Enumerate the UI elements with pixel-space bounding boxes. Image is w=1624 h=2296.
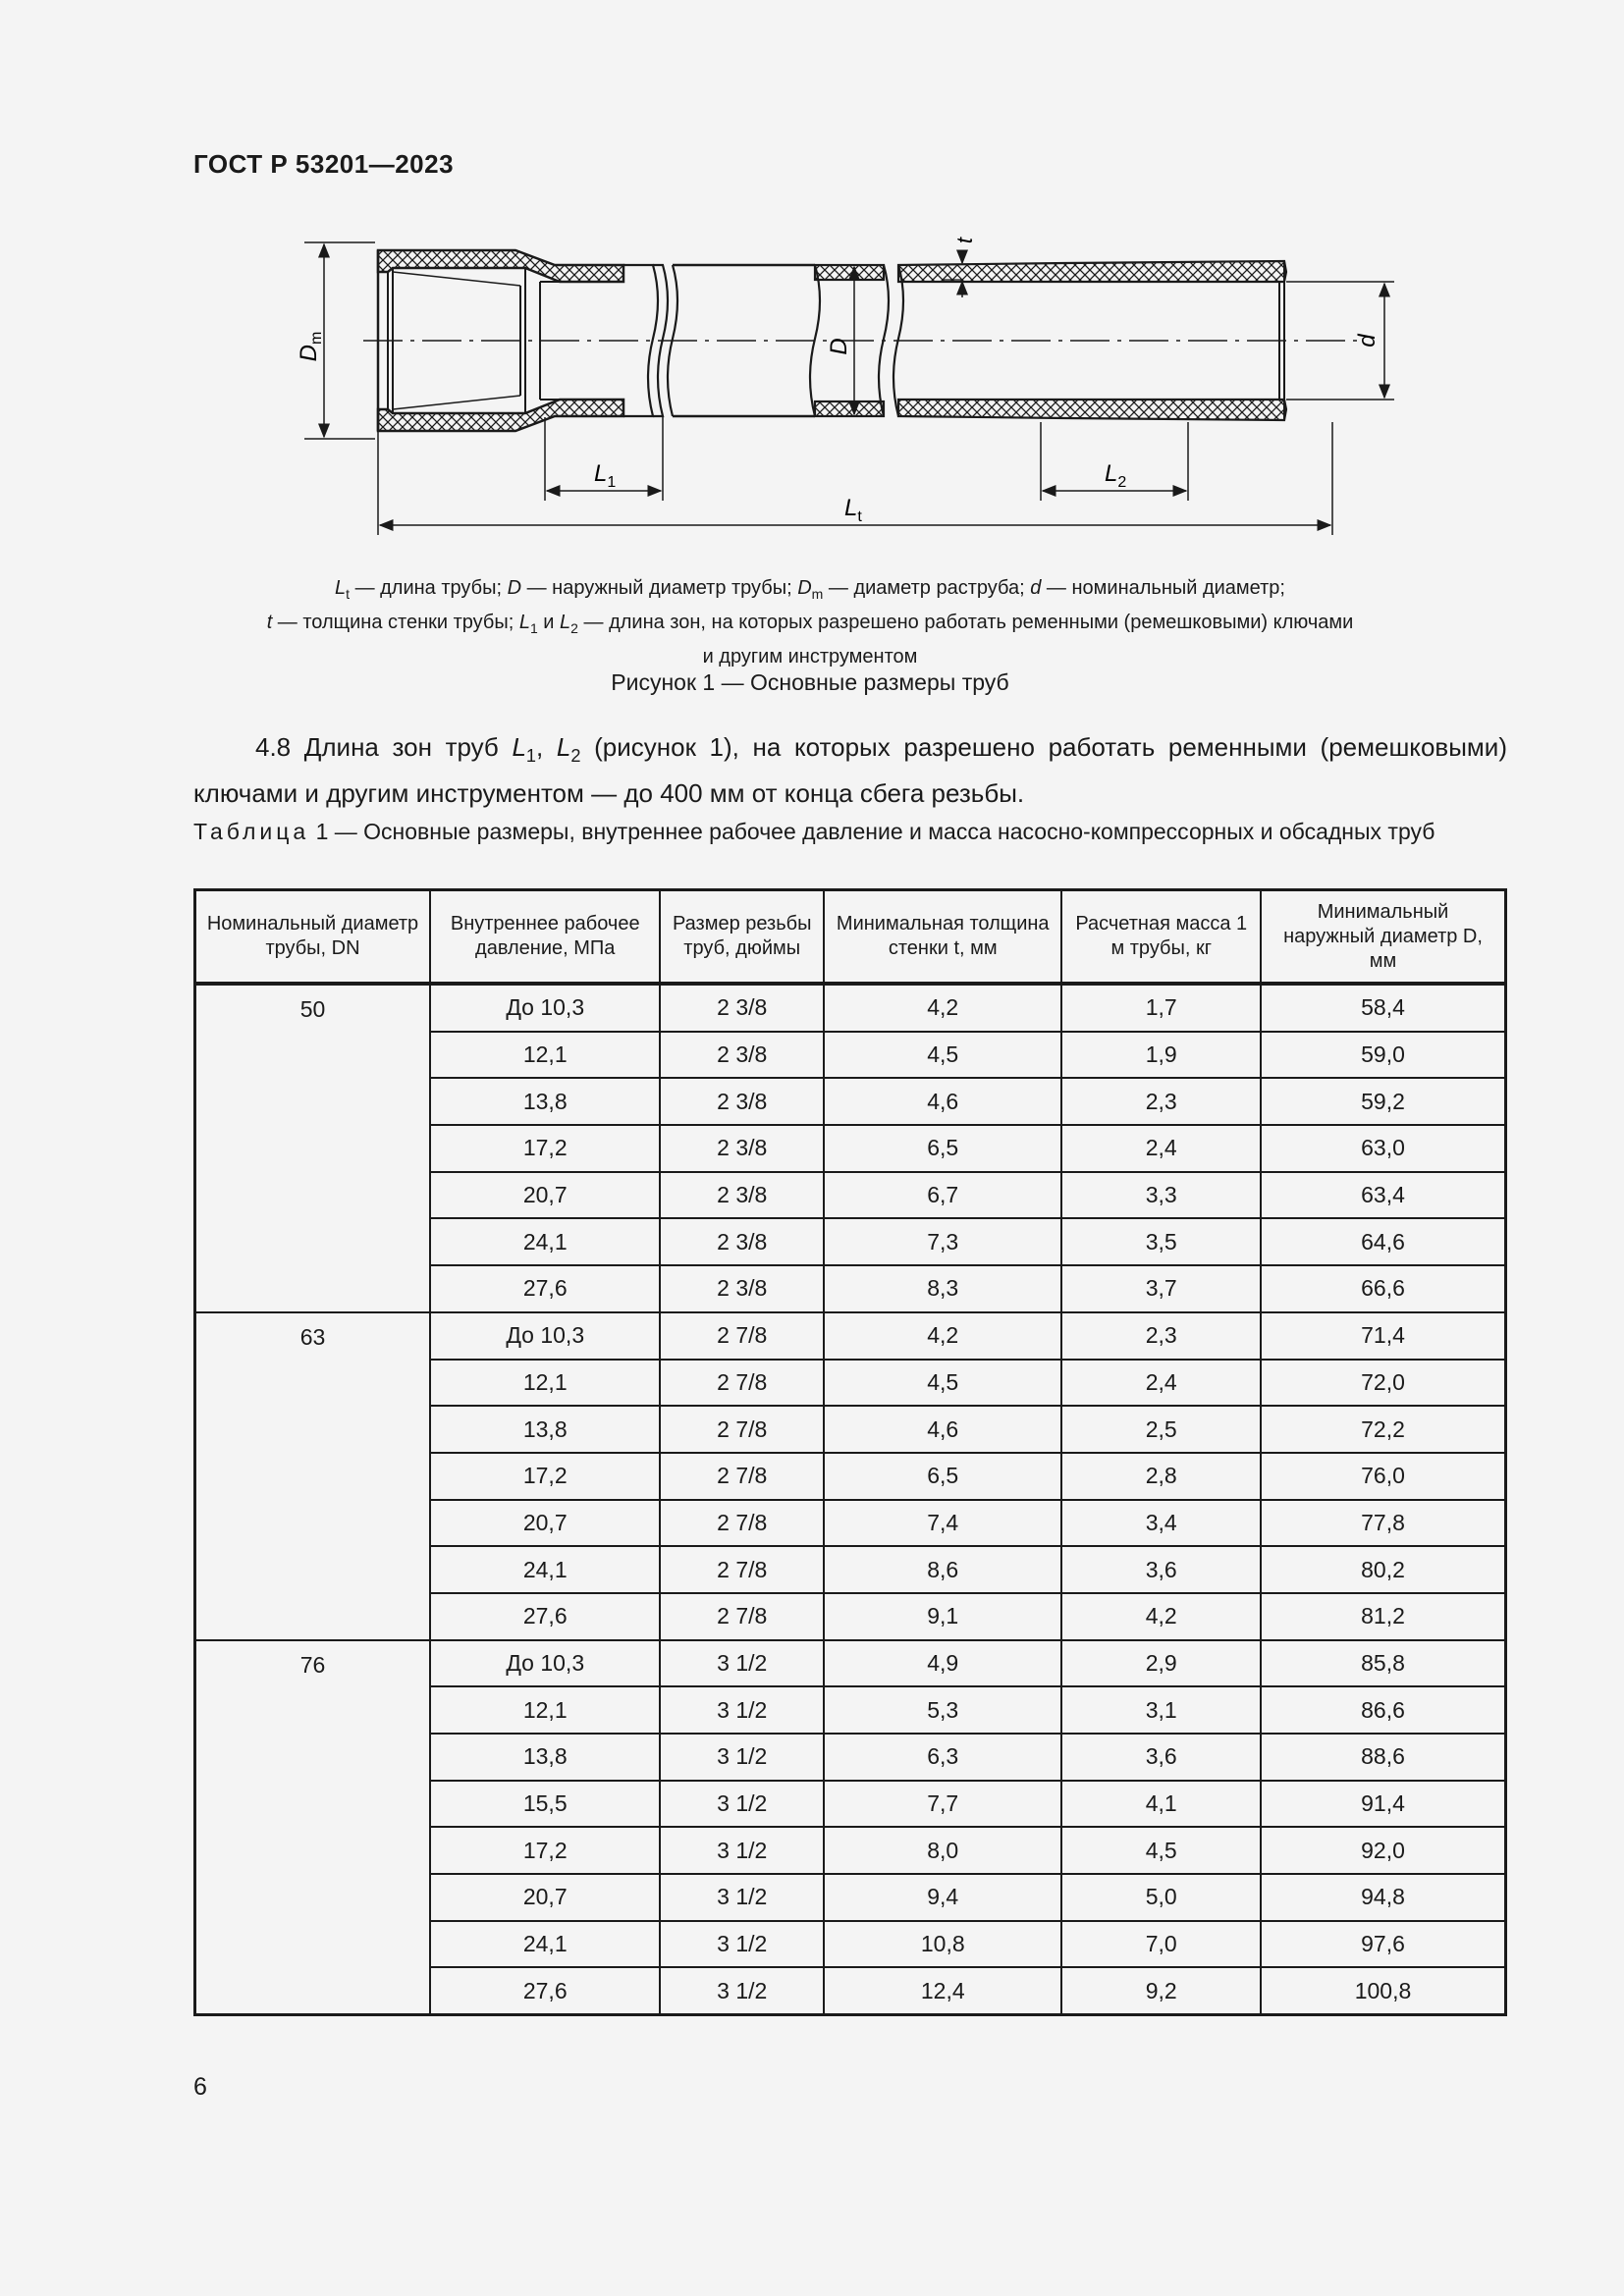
table-row	[195, 1312, 1506, 1360]
text-fragment: D	[797, 577, 812, 599]
figure-legend	[196, 574, 1424, 671]
text-fragment: — номинальный диаметр;	[1041, 577, 1285, 599]
table-cell: 71,4	[1261, 1312, 1506, 1360]
table-cell: 4,1	[1061, 1781, 1261, 1828]
table-cell: 2,3	[1061, 1078, 1261, 1125]
table-cell: 2 7/8	[660, 1360, 824, 1407]
table-cell: 6,5	[824, 1453, 1061, 1500]
table-cell: 2 3/8	[660, 1218, 824, 1265]
text-fragment: — длина зон, на которых разрешено работать ременными (ремешковыми) ключами	[577, 612, 1354, 633]
text-fragment: D	[507, 577, 522, 599]
table-cell: 12,1	[430, 1360, 660, 1407]
cell-dn: 76	[195, 1640, 431, 2015]
text-fragment: — диаметр раструба;	[823, 577, 1031, 599]
table-cell: 2 7/8	[660, 1406, 824, 1453]
table-cell: 13,8	[430, 1078, 660, 1125]
table-cell: 7,4	[824, 1500, 1061, 1547]
table-cell: 27,6	[430, 1593, 660, 1640]
table-cell: 3 1/2	[660, 1640, 824, 1687]
table-cell: 63,4	[1261, 1172, 1506, 1219]
paragraph-4-8	[193, 728, 1507, 812]
table-cell: 86,6	[1261, 1686, 1506, 1734]
header-outer-d: Минимальный наружный диаметр D, мм	[1261, 890, 1506, 985]
document-header: ГОСТ Р 53201—2023	[193, 149, 455, 179]
table-cell: 17,2	[430, 1827, 660, 1874]
label-dm: $D_m$	[296, 331, 325, 362]
text-fragment: 1	[529, 620, 538, 636]
table-cell: До 10,3	[430, 1640, 660, 1687]
table-cell: 64,6	[1261, 1218, 1506, 1265]
table-cell: 3 1/2	[660, 1734, 824, 1781]
table-cell: 7,7	[824, 1781, 1061, 1828]
cell-dn: 50	[195, 984, 431, 1312]
table-cell: 17,2	[430, 1125, 660, 1172]
pipe-dimensions-table	[193, 888, 1507, 2016]
table-row	[195, 1640, 1506, 1687]
table-cell: 2 3/8	[660, 1265, 824, 1312]
table-cell: 2 7/8	[660, 1546, 824, 1593]
text-fragment: t	[266, 612, 273, 633]
table-cell: 5,0	[1061, 1874, 1261, 1921]
table-cell: 20,7	[430, 1172, 660, 1219]
table-cell: 15,5	[430, 1781, 660, 1828]
legend-line-1	[196, 574, 1424, 609]
table-cell: 6,5	[824, 1125, 1061, 1172]
table-cell: 24,1	[430, 1218, 660, 1265]
table-cell: 2 7/8	[660, 1312, 824, 1360]
header-pressure: Внутреннее рабочее давление, МПа	[430, 890, 660, 985]
table-cell: 3 1/2	[660, 1921, 824, 1968]
table-cell: 2 3/8	[660, 1078, 824, 1125]
table-header-row	[195, 890, 1506, 985]
table-cell: 7,0	[1061, 1921, 1261, 1968]
text-fragment: L	[518, 612, 530, 633]
table-cell: 4,5	[824, 1360, 1061, 1407]
table-cell: 2 3/8	[660, 1125, 824, 1172]
table-cell: 3 1/2	[660, 1827, 824, 1874]
table-cell: 3,5	[1061, 1218, 1261, 1265]
legend-line-3: и другим инструментом	[702, 646, 918, 667]
table-row	[195, 984, 1506, 1032]
table-cell: 2 3/8	[660, 984, 824, 1032]
figure-caption: Рисунок 1 — Основные размеры труб	[611, 669, 1009, 695]
table-cell: 2 7/8	[660, 1500, 824, 1547]
table-cell: 80,2	[1261, 1546, 1506, 1593]
header-wall: Минимальная толщина стенки t, мм	[824, 890, 1061, 985]
table-cell: 9,2	[1061, 1967, 1261, 2014]
table-cell: 63,0	[1261, 1125, 1506, 1172]
text-fragment: L	[512, 732, 526, 762]
table-cell: 4,9	[824, 1640, 1061, 1687]
table-cell: 6,7	[824, 1172, 1061, 1219]
table-cell: 20,7	[430, 1874, 660, 1921]
table-cell: 3 1/2	[660, 1967, 824, 2014]
table-cell: 20,7	[430, 1500, 660, 1547]
table-cell: 24,1	[430, 1921, 660, 1968]
text-fragment: (рисунок 1), на которых разрешено работать ременными (ремешковыми) ключами и другим инструментом — до 400 мм от конца сбега резьбы.	[193, 732, 1507, 809]
text-fragment: L	[556, 732, 571, 762]
table-cell: 17,2	[430, 1453, 660, 1500]
table-cell: 13,8	[430, 1406, 660, 1453]
table-cell: 6,3	[824, 1734, 1061, 1781]
table-cell: 12,1	[430, 1686, 660, 1734]
table-cell: 66,6	[1261, 1265, 1506, 1312]
table-cell: 3,6	[1061, 1734, 1261, 1781]
table-cell: 3,7	[1061, 1265, 1261, 1312]
table-cell: 4,2	[1061, 1593, 1261, 1640]
table-cell: 2 3/8	[660, 1032, 824, 1079]
label-t: t	[952, 237, 977, 244]
table-cell: 88,6	[1261, 1734, 1506, 1781]
text-fragment: — наружный диаметр трубы;	[521, 577, 798, 599]
table-cell: До 10,3	[430, 984, 660, 1032]
text-fragment: — длина трубы;	[350, 577, 508, 599]
table-cell: 4,5	[824, 1032, 1061, 1079]
label-lt: $L_t$	[844, 495, 862, 525]
table-cell: 72,0	[1261, 1360, 1506, 1407]
text-fragment: ,	[536, 732, 557, 762]
table-cell: 72,2	[1261, 1406, 1506, 1453]
table-cell: 59,2	[1261, 1078, 1506, 1125]
table-cell: 4,6	[824, 1078, 1061, 1125]
table-cell: 76,0	[1261, 1453, 1506, 1500]
text-fragment: L	[560, 612, 571, 633]
table-cell: 2 7/8	[660, 1593, 824, 1640]
table-cell: 92,0	[1261, 1827, 1506, 1874]
table-cell: 4,2	[824, 1312, 1061, 1360]
header-dn: Номинальный диаметр трубы, DN	[195, 890, 431, 985]
table-cell: 10,8	[824, 1921, 1061, 1968]
table-caption-word: Таблица	[193, 819, 310, 844]
text-fragment: и	[537, 612, 561, 633]
table-cell: 3 1/2	[660, 1874, 824, 1921]
text-fragment: m	[811, 586, 824, 602]
table-cell: 3 1/2	[660, 1686, 824, 1734]
cell-dn: 63	[195, 1312, 431, 1640]
table-cell: До 10,3	[430, 1312, 660, 1360]
table-cell: 2,4	[1061, 1360, 1261, 1407]
table-cell: 5,3	[824, 1686, 1061, 1734]
text-fragment: L	[335, 577, 347, 599]
label-l1: $L_1$	[594, 460, 617, 491]
legend-line-2	[196, 609, 1424, 643]
table-cell: 3,3	[1061, 1172, 1261, 1219]
table-cell: 27,6	[430, 1967, 660, 2014]
table-cell: 8,6	[824, 1546, 1061, 1593]
table-cell: 3,1	[1061, 1686, 1261, 1734]
table-cell: 13,8	[430, 1734, 660, 1781]
text-fragment: 4.8 Длина зон труб	[255, 732, 513, 762]
table-cell: 59,0	[1261, 1032, 1506, 1079]
table-caption	[193, 817, 1507, 846]
table-cell: 2,8	[1061, 1453, 1261, 1500]
table-cell: 7,3	[824, 1218, 1061, 1265]
table-cell: 3,4	[1061, 1500, 1261, 1547]
table-cell: 77,8	[1261, 1500, 1506, 1547]
table-cell: 2 3/8	[660, 1172, 824, 1219]
table-cell: 2,5	[1061, 1406, 1261, 1453]
table-caption-text: 1 — Основные размеры, внутреннее рабочее давление и масса насосно-компрессорных и обсадных труб	[309, 819, 1435, 844]
text-fragment: 2	[570, 620, 578, 636]
table-cell: 12,4	[824, 1967, 1061, 2014]
table-cell: 2 7/8	[660, 1453, 824, 1500]
text-fragment: 1	[525, 746, 537, 767]
table-cell: 12,1	[430, 1032, 660, 1079]
table-cell: 2,9	[1061, 1640, 1261, 1687]
page-number: 6	[193, 2073, 207, 2101]
table-cell: 24,1	[430, 1546, 660, 1593]
table-cell: 1,9	[1061, 1032, 1261, 1079]
table-cell: 58,4	[1261, 984, 1506, 1032]
text-fragment: t	[346, 586, 351, 602]
table-cell: 2,3	[1061, 1312, 1261, 1360]
table-cell: 91,4	[1261, 1781, 1506, 1828]
table-cell: 4,5	[1061, 1827, 1261, 1874]
table-cell: 8,3	[824, 1265, 1061, 1312]
table-cell: 9,1	[824, 1593, 1061, 1640]
header-mass: Расчетная масса 1 м трубы, кг	[1061, 890, 1261, 985]
table-cell: 4,6	[824, 1406, 1061, 1453]
text-fragment: 2	[570, 746, 581, 767]
label-l2: $L_2$	[1105, 460, 1127, 491]
table-cell: 100,8	[1261, 1967, 1506, 2014]
table-cell: 1,7	[1061, 984, 1261, 1032]
table-cell: 85,8	[1261, 1640, 1506, 1687]
table-cell: 2,4	[1061, 1125, 1261, 1172]
label-d-outer: D	[826, 338, 852, 355]
table-cell: 8,0	[824, 1827, 1061, 1874]
table-cell: 4,2	[824, 984, 1061, 1032]
header-thread: Размер резьбы труб, дюймы	[660, 890, 824, 985]
pipe-dimensions-figure	[285, 221, 1414, 545]
table-cell: 3,6	[1061, 1546, 1261, 1593]
table-cell: 9,4	[824, 1874, 1061, 1921]
table-cell: 3 1/2	[660, 1781, 824, 1828]
text-fragment: — толщина стенки трубы;	[272, 612, 519, 633]
table-cell: 97,6	[1261, 1921, 1506, 1968]
table-cell: 81,2	[1261, 1593, 1506, 1640]
text-fragment: d	[1030, 577, 1042, 599]
label-d-nominal: d	[1354, 334, 1380, 347]
table-cell: 27,6	[430, 1265, 660, 1312]
table-cell: 94,8	[1261, 1874, 1506, 1921]
